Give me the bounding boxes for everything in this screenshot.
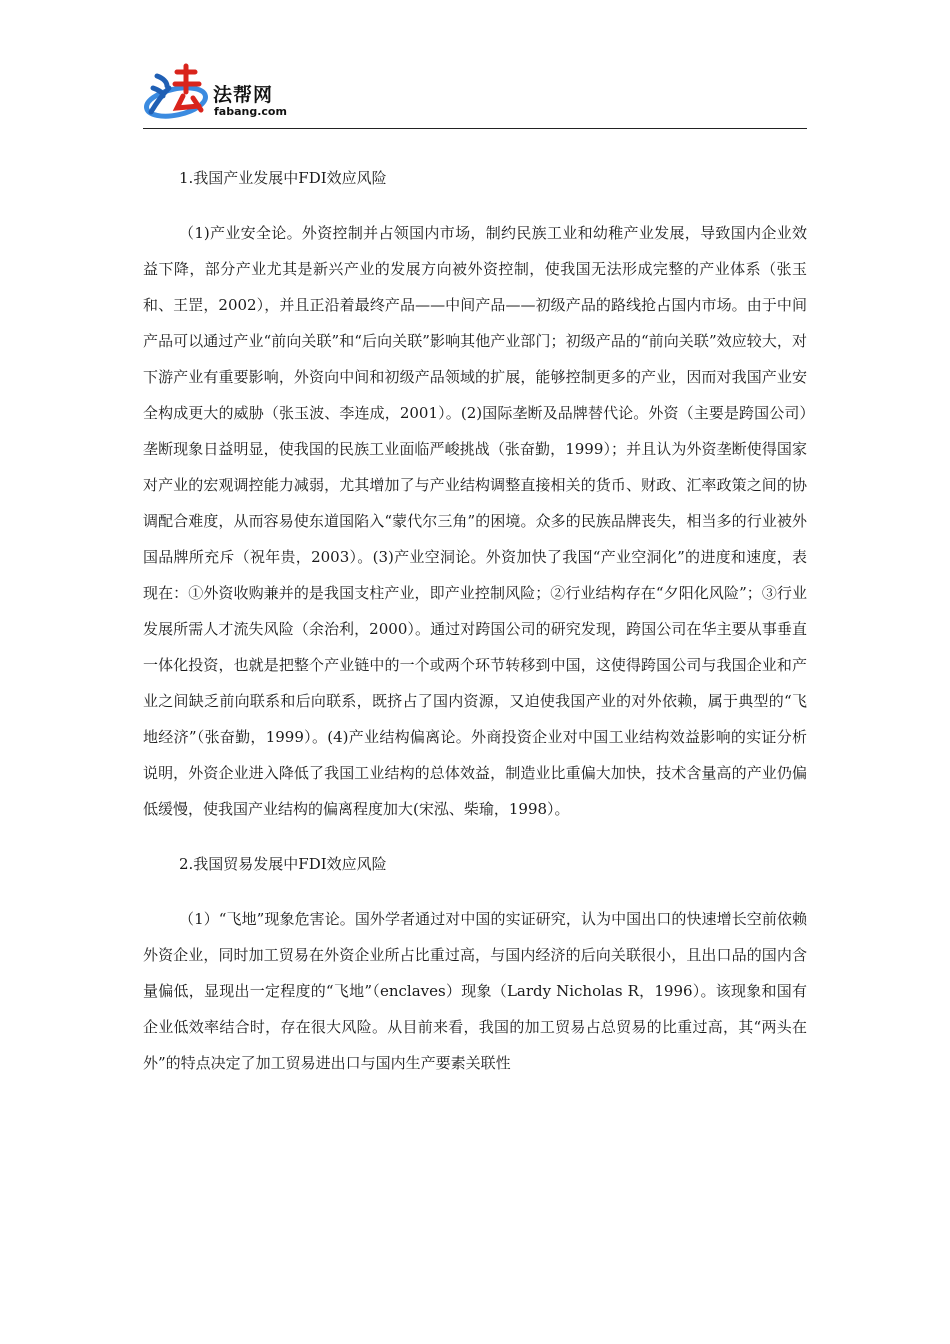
logo-text-en: fabang.com [214, 105, 287, 118]
spacer [143, 196, 807, 215]
section-1-title: 1.我国产业发展中FDI效应风险 [179, 169, 387, 187]
logo-text-cn: 法帮网 [213, 84, 274, 106]
section-1-paragraph: （1)产业安全论。外资控制并占领国内市场，制约民族工业和幼稚产业发展，导致国内企业效益下降，部分产业尤其是新兴产业的发展方向被外资控制，使我国无法形成完整的产业体系（张玉和、王罡，2002），并且正沿着最终产品——中间产品——初级产品的路线抢占国内市场。由于中间产品可以通过产业“前向关联”和“后向关联”影响其他产业部门；初级产品的“前向关联”效应较大，对下游产业有重要影响，外资向中间和初级产品领域的扩展，能够控制更多的产业，因而对我国产业安全构成更大的威胁（张玉波、李连成，2001）。(2)国际垄断及品牌替代论。外资（主要是跨国公司）垄断现象日益明显，使我国的民族工业面临严峻挑战（张奋勤，1999）；并且认为外资垄断使得国家对产业的宏观调控能力减弱，尤其增加了与产业结构调整直接相关的货币、财政、汇率政策之间的协调配合难度，从而容易使东道国陷入“蒙代尔三角”的困境。众多的民族品牌丧失，相当多的行业被外国品牌所充斥（祝年贵，2003）。(3)产业空洞论。外资加快了我国“产业空洞化”的进度和速度，表现在：①外资收购兼并的是我国支柱产业，即产业控制风险；②行业结构存在“夕阳化风险”；③行业发展所需人才流失风险（余治利，2000）。通过对跨国公司的研究发现，跨国公司在华主要从事垂直一体化投资，也就是把整个产业链中的一个或两个环节转移到中国，这使得跨国公司与我国企业和产业之间缺乏前向联系和后向联系，既挤占了国内资源，又迫使我国产业的对外依赖，属于典型的“飞地经济”（张奋勤，1999）。(4)产业结构偏离论。外商投资企业对中国工业结构效益影响的实证分析说明，外资企业进入降低了我国工业结构的总体效益，制造业比重偏大加快，技术含量高的产业仍偏低缓慢，使我国产业结构的偏离程度加大(宋泓、柴瑜，1998）。 [143, 224, 807, 818]
fabang-logo-icon [143, 62, 213, 128]
header-divider [143, 128, 807, 129]
spacer [143, 882, 807, 901]
section-2-title: 2.我国贸易发展中FDI效应风险 [179, 855, 387, 873]
logo-brush-stroke [151, 76, 169, 112]
page-header [143, 62, 807, 130]
spacer [143, 827, 807, 846]
section-2-paragraph: （1）“飞地”现象危害论。国外学者通过对中国的实证研究，认为中国出口的快速增长空前依赖外资企业，同时加工贸易在外资企业所占比重过高，与国内经济的后向关联很小，且出口品的国内含量偏低，显现出一定程度的“飞地”（enclaves）现象（Lardy Nicholas R，1996）。该现象和国有企业低效率结合时，存在很大风险。从目前来看，我国的加工贸易占总贸易的比重过高，其“两头在外”的特点决定了加工贸易进出口与国内生产要素关联性 [143, 910, 807, 1072]
fabang-logo[interactable] [143, 62, 313, 128]
document-body [143, 160, 807, 1081]
